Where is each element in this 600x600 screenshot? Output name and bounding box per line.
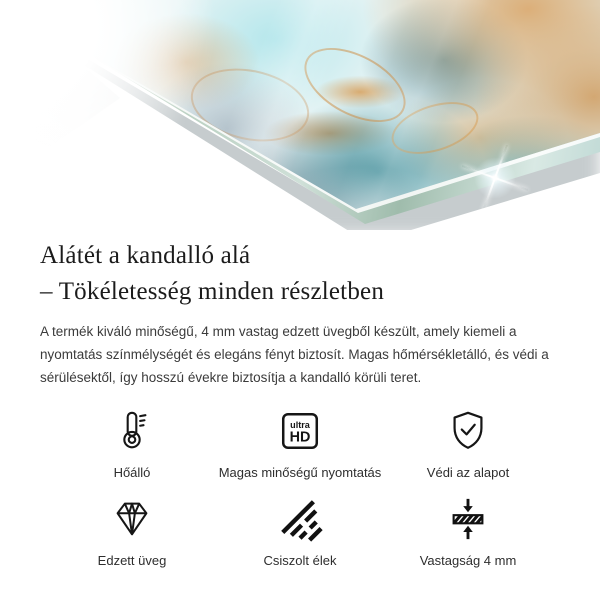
feature-thickness-4mm [384,492,552,568]
diamond-icon [109,492,155,546]
sparkle-icon [460,143,530,213]
feature-label: Védi az alapot [426,464,510,480]
feature-heat-resistant [48,404,216,480]
feature-grid [40,404,560,568]
product-image [0,0,600,230]
page-title [40,238,560,309]
thickness-icon [445,492,491,546]
product-description-text: A termék kiváló minőségű, 4 mm vastag edzett üvegből készült, amely kiemeli a nyomtatás színmélységét és elegáns fényt biztosít. Magas hőmérsékletálló, és védi a sérülésektől, így hosszú évekre biztosítja a kandalló körüli teret. [40,324,549,385]
feature-label: Vastagság 4 mm [419,552,517,568]
feature-label: Hőálló [113,464,151,480]
feature-label: Edzett üveg [97,552,167,568]
feature-label: Csiszolt élek [263,552,337,568]
ultra-hd-icon-text-top: ultra [290,419,310,430]
ultra-hd-icon [277,404,323,458]
feature-protects-base [384,404,552,480]
feature-polished-edges [216,492,384,568]
thermometer-icon [109,404,155,458]
polished-edges-icon [277,492,323,546]
feature-label: Magas minőségű nyomtatás [218,464,382,480]
shield-check-icon [445,404,491,458]
feature-ultra-hd-print [216,404,384,480]
feature-tempered-glass [48,492,216,568]
page-title-line2: – Tökéletesség minden részletben [40,277,385,305]
page-title-line1: Alátét a kandalló alá [40,242,251,269]
ultra-hd-icon-text-bottom: HD [289,429,311,446]
product-content [0,238,600,568]
